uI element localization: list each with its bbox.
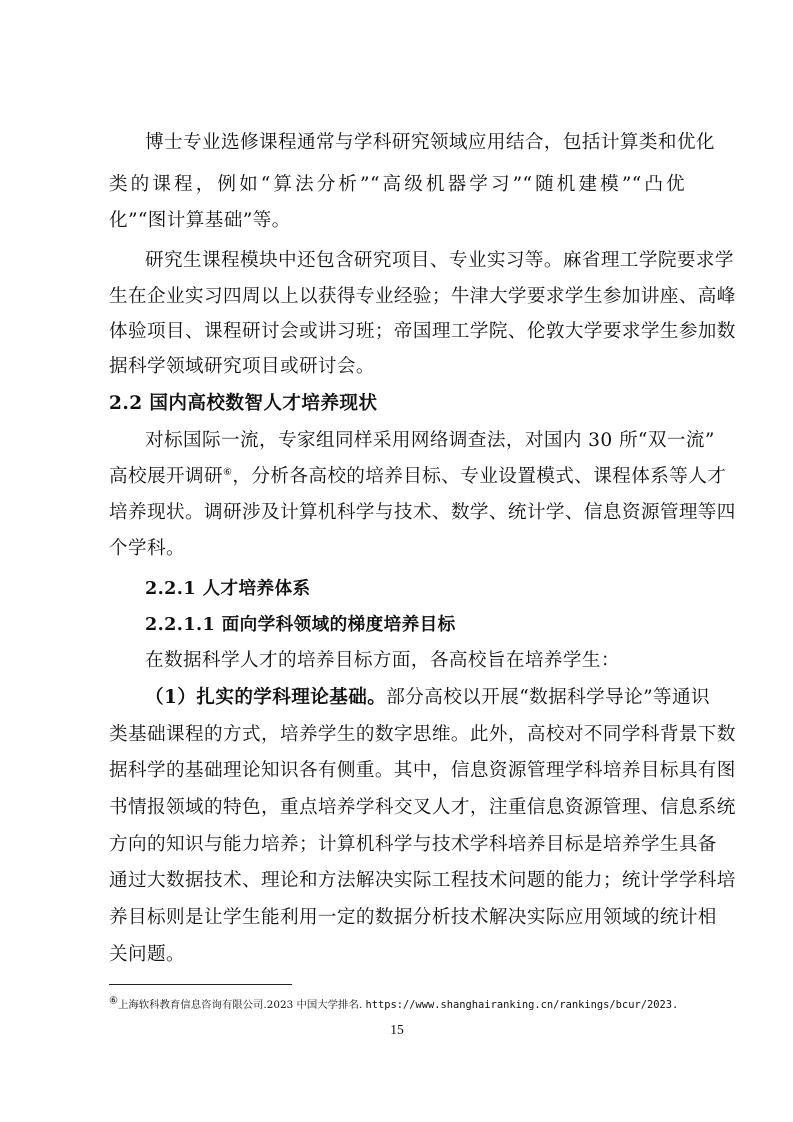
paragraph-line: 体验项目、课程研讨会或讲习班；帝国理工学院、伦敦大学要求学生参加数 [109,321,736,342]
paragraph-text: ，分析各高校的培养目标、专业设置模式、课程体系等人才 [232,466,727,487]
paragraph-line: 关问题。 [109,944,185,965]
paragraph-text: 部分高校以开展“数据科学导论”等通识 [386,687,710,708]
paragraph-line [145,685,710,711]
footnote-text: 上海软科教育信息咨询有限公司.2023 中国大学排名. [117,999,363,1011]
footnote [109,995,679,1012]
list-item-lead: （1）扎实的学科理论基础。 [145,687,387,708]
footnote-mark: ⑥ [109,995,118,1007]
subsection-heading: 2.2.1 人才培养体系 [145,578,311,599]
paragraph-line: 方向的知识与能力培养；计算机科学与技术学科培养目标是培养学生具备 [109,834,717,855]
paragraph-line: 化”“图计算基础”等。 [109,210,291,231]
paragraph-line: 个学科。 [109,538,185,559]
paragraph-line: 据科学的基础理论知识各有侧重。其中，信息资源管理学科培养目标具有图 [109,760,736,781]
page-number: 15 [390,1022,404,1037]
paragraph-line: 类基础课程的方式，培养学生的数字思维。此外，高校对不同学科背景下数 [109,724,736,745]
paragraph-line: 养目标则是让学生能利用一定的数据分析技术解决实际应用领域的统计相 [109,907,717,928]
paragraph-line: 培养现状。调研涉及计算机科学与技术、数学、统计学、信息资源管理等四 [109,502,736,523]
paragraph-line: 研究生课程模块中还包含研究项目、专业实习等。麻省理工学院要求学 [145,250,734,271]
paragraph-line: 类的课程，例如“算法分析”“高级机器学习”“随机建模”“凸优 [109,174,685,195]
paragraph-line: 书情报领域的特色，重点培养学科交叉人才，注重信息资源管理、信息系统 [109,797,736,818]
footnote-separator [109,984,292,985]
paragraph-line [109,464,727,490]
paragraph-line: 通过大数据技术、理论和方法解决实际工程技术问题的能力；统计学学科培 [109,870,736,891]
section-heading: 2.2 国内高校数智人才培养现状 [109,393,378,414]
paragraph-line: 博士专业选修课程通常与学科研究领域应用结合，包括计算类和优化 [145,132,715,153]
paragraph-line: 在数据科学人才的培养目标方面，各高校旨在培养学生： [145,650,620,671]
footnote-link[interactable]: https://www.shanghairanking.cn/rankings/bcur/2023. [365,999,679,1011]
paragraph-text: 高校展开调研 [109,466,223,487]
footnote-reference: ⑥ [222,466,233,478]
subsubsection-heading: 2.2.1.1 面向学科领域的梯度培养目标 [145,614,456,635]
paragraph-line: 生在企业实习四周以上以获得专业经验；牛津大学要求学生参加讲座、高峰 [109,286,736,307]
paragraph-line: 对标国际一流，专家组同样采用网络调查法，对国内 30 所“双一流” [145,430,715,451]
paragraph-line: 据科学领域研究项目或研讨会。 [109,356,375,377]
